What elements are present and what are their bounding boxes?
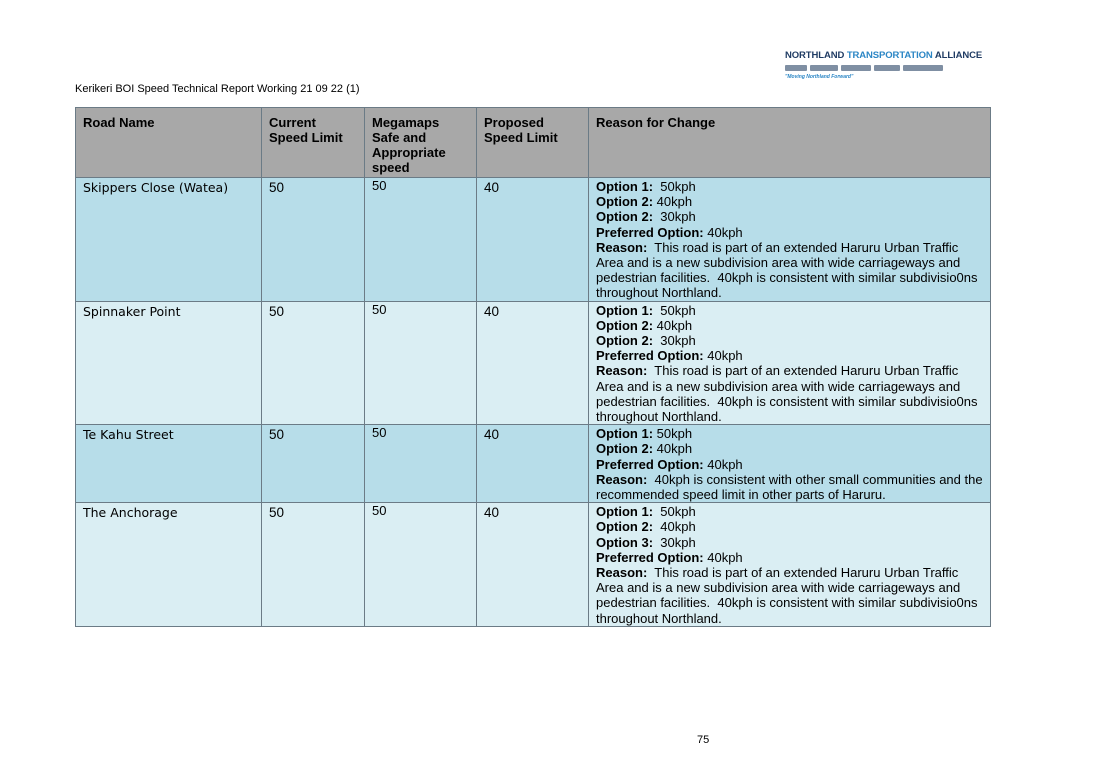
reason-line: [596, 471, 987, 503]
reason-line: [596, 225, 983, 240]
option-value: This road is part of an extended Haruru Urban Traffic Area and is a new subdivision area with wide carriageways and pedestrian facilities. 40kph is consistent with similar subdivisio0ns throughout Northland.: [596, 363, 982, 425]
table-body: [76, 178, 991, 627]
option-label: Preferred Option:: [596, 456, 704, 472]
reason-line: [596, 240, 983, 301]
megamaps-speed-cell: 50: [365, 301, 477, 425]
option-value: 40kph: [653, 194, 693, 210]
reason-line: [596, 457, 983, 472]
logo-title: [785, 50, 983, 61]
option-value: 30kph: [653, 534, 696, 550]
road-name-cell: Spinnaker Point: [76, 301, 262, 425]
option-label: Option 2:: [596, 441, 654, 457]
option-value: This road is part of an extended Haruru Urban Traffic Area and is a new subdivision area with wide carriageways and pedestrian facilities. 40kph is consistent with similar subdivisio0ns throughout Northland.: [596, 565, 982, 626]
logo-tagline: "Moving Northland Forward": [785, 74, 854, 80]
logo-title-part2: TRANSPORTATION: [846, 50, 933, 61]
reason-line: [596, 441, 983, 456]
option-value: 50kph: [653, 426, 693, 442]
reason-line: [596, 318, 983, 333]
option-value: 40kph: [653, 519, 696, 535]
partner-logos-strip: [785, 63, 955, 73]
current-speed-cell: 50: [262, 503, 365, 627]
option-value: 40kph: [703, 549, 743, 565]
reason-line: [596, 363, 983, 424]
reason-cell: [589, 301, 991, 425]
reason-cell: [589, 425, 991, 503]
reason-line: [596, 179, 983, 194]
page-number: 75: [697, 734, 710, 746]
option-value: 50kph: [653, 504, 696, 520]
reason-line: [596, 348, 983, 363]
reason-cell: [589, 503, 991, 627]
proposed-speed-cell: 40: [477, 178, 589, 302]
megamaps-speed-cell: 50: [365, 425, 477, 503]
header-current-speed: Current Speed Limit: [262, 108, 365, 178]
option-value: 40kph is consistent with other small communities and the recommended speed limit in other parts of Haruru.: [596, 471, 987, 503]
option-label: Preferred Option:: [596, 348, 704, 364]
table-row: [76, 178, 991, 302]
option-label: Option 1:: [596, 504, 654, 520]
option-value: 30kph: [653, 209, 696, 225]
option-label: Option 2:: [596, 317, 654, 333]
option-value: This road is part of an extended Haruru Urban Traffic Area and is a new subdivision area with wide carriageways and pedestrian facilities. 40kph is consistent with similar subdivisio0ns throughout Northland.: [596, 239, 982, 301]
reason-line: [596, 426, 983, 441]
option-value: 40kph: [703, 224, 743, 240]
header-reason: Reason for Change: [589, 108, 991, 178]
reason-line: [596, 519, 983, 534]
reason-line: [596, 209, 983, 224]
proposed-speed-cell: 40: [477, 503, 589, 627]
reason-line: [596, 535, 983, 550]
alliance-logo: [785, 50, 983, 82]
option-label: Reason:: [596, 471, 648, 487]
megamaps-speed-cell: 50: [365, 503, 477, 627]
reason-line: [596, 550, 983, 565]
current-speed-cell: 50: [262, 425, 365, 503]
option-label: Option 3:: [596, 534, 654, 550]
current-speed-cell: 50: [262, 178, 365, 302]
option-value: 40kph: [703, 348, 743, 364]
logo-title-part3: ALLIANCE: [932, 50, 983, 61]
option-value: 50kph: [653, 179, 696, 194]
current-speed-cell: 50: [262, 301, 365, 425]
option-label: Preferred Option:: [596, 549, 704, 565]
option-label: Option 2:: [596, 333, 654, 349]
table-row: [76, 425, 991, 503]
option-label: Option 2:: [596, 519, 654, 535]
option-label: Option 1:: [596, 302, 654, 318]
option-value: 40kph: [703, 456, 743, 472]
reason-line: [596, 303, 983, 318]
option-value: 50kph: [653, 302, 696, 318]
reason-line: [596, 504, 983, 519]
table-header-row: [76, 108, 991, 178]
proposed-speed-cell: 40: [477, 425, 589, 503]
road-name-cell: The Anchorage: [76, 503, 262, 627]
option-label: Option 2:: [596, 194, 654, 210]
table-row: [76, 503, 991, 627]
option-label: Preferred Option:: [596, 224, 704, 240]
option-label: Option 1:: [596, 426, 654, 442]
header-road-name: Road Name: [76, 108, 262, 178]
table-row: [76, 301, 991, 425]
option-label: Reason:: [596, 363, 648, 379]
option-value: 40kph: [653, 441, 693, 457]
header-proposed-speed: Proposed Speed Limit: [477, 108, 589, 178]
option-label: Reason:: [596, 239, 648, 255]
proposed-speed-cell: 40: [477, 301, 589, 425]
speed-limit-table: [75, 107, 991, 627]
road-name-cell: Te Kahu Street: [76, 425, 262, 503]
option-label: Option 1:: [596, 179, 654, 194]
option-label: Reason:: [596, 565, 648, 581]
logo-title-part1: NORTHLAND: [785, 50, 847, 61]
option-label: Option 2:: [596, 209, 654, 225]
option-value: 40kph: [653, 317, 693, 333]
reason-line: [596, 194, 983, 209]
road-name-cell: Skippers Close (Watea): [76, 178, 262, 302]
document-header: Kerikeri BOI Speed Technical Report Working 21 09 22 (1): [75, 83, 360, 95]
megamaps-speed-cell: 50: [365, 178, 477, 302]
reason-cell: [589, 178, 991, 302]
reason-line: [596, 333, 983, 348]
header-megamaps-speed: Megamaps Safe and Appropriate speed: [365, 108, 477, 178]
option-value: 30kph: [653, 333, 696, 349]
reason-line: [596, 565, 983, 626]
